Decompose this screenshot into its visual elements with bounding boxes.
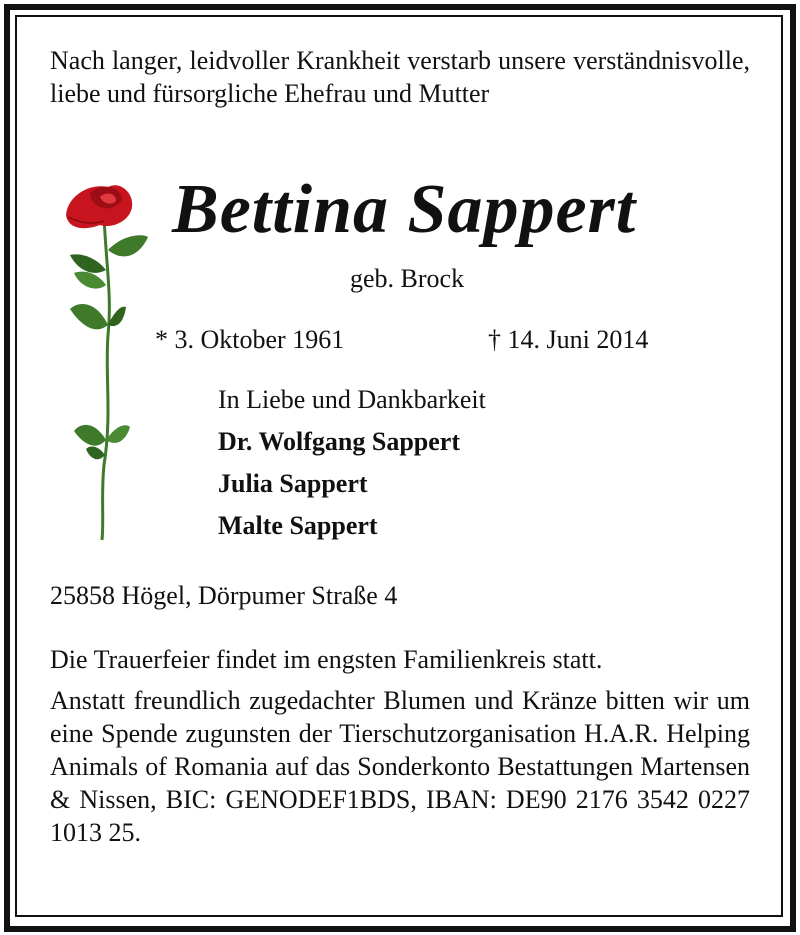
mourner-name: Dr. Wolfgang Sappert <box>218 427 460 456</box>
death-date: † 14. Juni 2014 <box>488 325 649 354</box>
maiden-name: geb. Brock <box>350 264 465 293</box>
deceased-name: Bettina Sappert <box>172 171 637 248</box>
intro-text: Nach langer, leidvoller Krankheit verstarb unsere verständnisvolle, liebe und fürsorgliche Ehefrau und Mutter <box>50 46 750 108</box>
funeral-info: Die Trauerfeier findet im engsten Familienkreis statt. <box>50 645 603 674</box>
mourners-intro: In Liebe und Dankbarkeit <box>218 385 486 414</box>
donation-info: Anstatt freundlich zugedachter Blumen und Kränze bitten wir um eine Spende zugunsten der Tierschutzorganisation H.A.R. Helping Animals of Romania auf das Sonderkonto Bestattungen Martensen & Nissen, BIC: GENODEF1BDS, IBAN: DE90 2176 3542 0227 1013 25. <box>50 686 750 847</box>
birth-date: * 3. Oktober 1961 <box>155 325 345 354</box>
mourner-name: Julia Sappert <box>218 469 368 498</box>
mourner-name: Malte Sappert <box>218 511 378 540</box>
red-rose-icon <box>60 175 155 545</box>
mourners-block <box>218 382 486 550</box>
address: 25858 Högel, Dörpumer Straße 4 <box>50 581 398 610</box>
